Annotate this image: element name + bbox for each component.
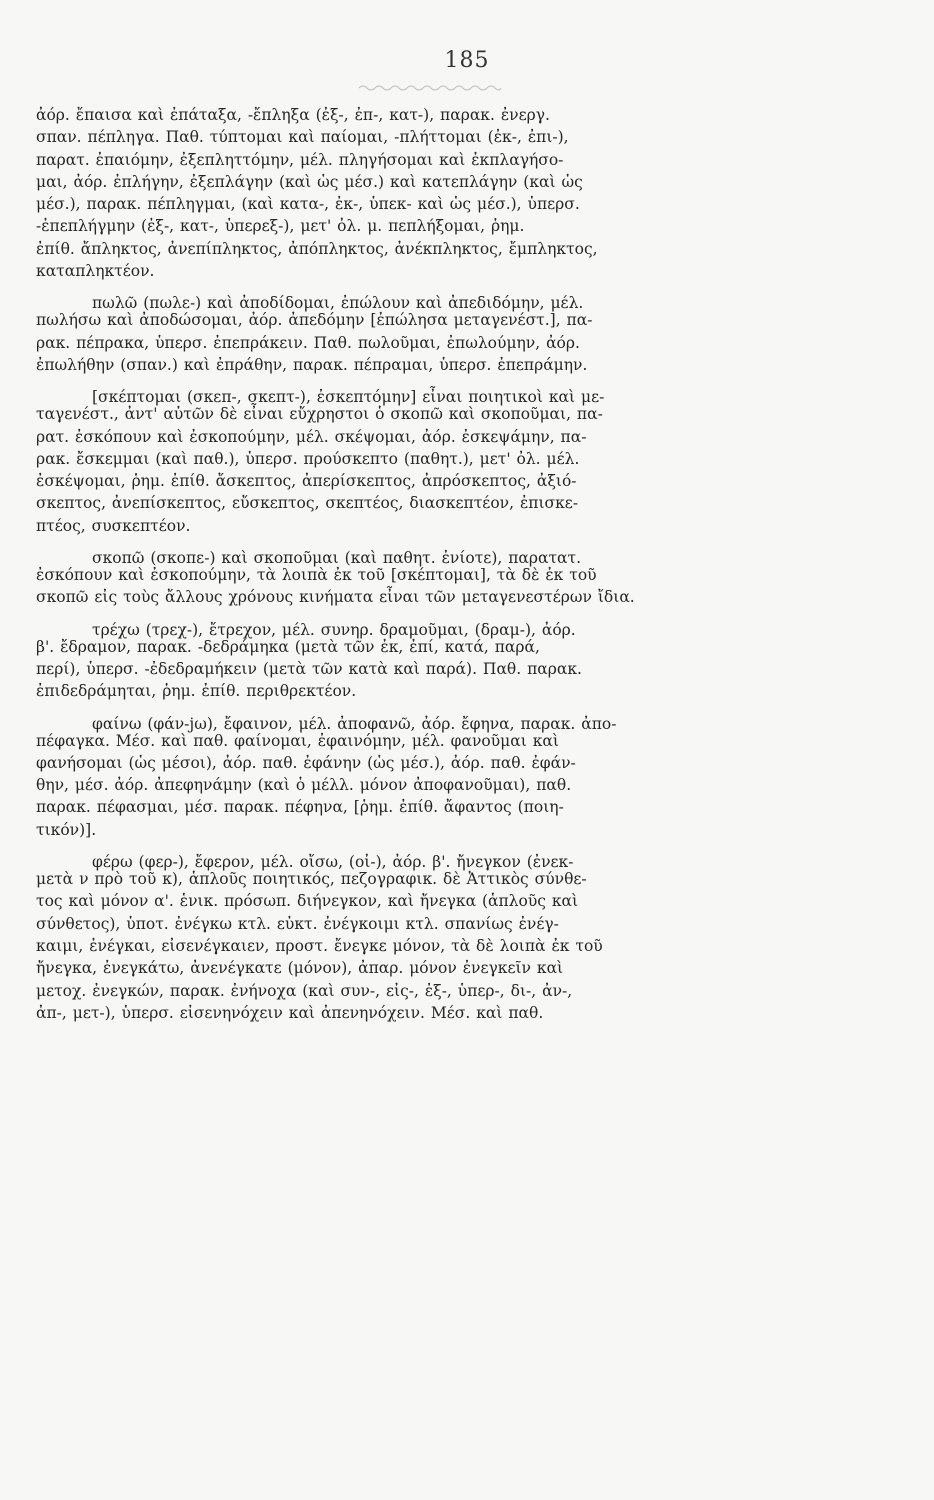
page-body	[36, 104, 796, 1024]
text-line: πωλῶ (πωλε-) καὶ ἀποδίδομαι, ἐπώλουν καὶ ἀπεδιδόμην, μέλ.	[92, 294, 584, 313]
paragraph	[36, 703, 796, 841]
text-line: παρατ. ἐπαιόμην, ἐξεπληττόμην, μέλ. πληγήσομαι καὶ ἐκπλαγήσο-	[36, 150, 564, 169]
text-line: ἀόρ. ἔπαισα καὶ ἐπάταξα, -ἔπληξα (ἐξ-, ἐπ-, κατ-), παρακ. ἐνεργ.	[36, 106, 550, 124]
text-line: πωλήσω καὶ ἀποδώσομαι, ἀόρ. ἀπεδόμην [ἐπώλησα μεταγενέστ.], πα-	[36, 311, 593, 330]
text-line: μαι, ἀόρ. ἐπλήγην, ἐξεπλάγην (καὶ ὡς μέσ.) καὶ κατεπλάγην (καὶ ὡς	[36, 172, 583, 191]
paragraph	[36, 537, 796, 609]
text-line: θην, μέσ. ἀόρ. ἀπεφηνάμην (καὶ ὁ μέλλ. μόνον ἀποφανοῦμαι), παθ.	[36, 776, 572, 795]
page-number: 185	[444, 48, 490, 73]
text-line: σκεπτος, ἀνεπίσκεπτος, εὔσκεπτος, σκεπτέος, διασκεπτέον, ἐπισκε-	[36, 494, 579, 513]
text-line: σκοπῶ εἰς τοὺς ἄλλους χρόνους κινήματα εἶναι τῶν μεταγενεστέρων ἴδια.	[36, 588, 635, 607]
text-line: παρακ. πέφασμαι, μέσ. παρακ. πέφηνα, [ῥημ. ἐπίθ. ἄφαντος (ποιη-	[36, 798, 564, 817]
text-line: ρατ. ἐσκόπουν καὶ ἐσκοπούμην, μέλ. σκέψομαι, ἀόρ. ἐσκεψάμην, πα-	[36, 427, 587, 446]
text-line: τρέχω (τρεχ-), ἔτρεχον, μέλ. συνηρ. δραμοῦμαι, (δραμ-), ἀόρ.	[92, 620, 576, 639]
text-line: περί), ὑπερσ. -ἐδεδραμήκειν (μετὰ τῶν κατὰ καὶ παρά). Παθ. παρακ.	[36, 659, 582, 678]
decorative-rule	[355, 82, 505, 92]
text-line: φέρω (φερ-), ἔφερον, μέλ. οἴσω, (οἰ-), ἀόρ. β'. ἤνεγκον (ἐνεκ-	[92, 853, 574, 872]
paragraph	[36, 841, 796, 1024]
text-line: πτέος, συσκεπτέον.	[36, 516, 191, 535]
text-line: ἐπωλήθην (σπαν.) καὶ ἐπράθην, παρακ. πέπραμαι, ὑπερσ. ἐπεπράμην.	[36, 355, 588, 374]
paragraph	[36, 282, 796, 376]
text-line: ἐπιδεδράμηται, ῥημ. ἐπίθ. περιθρεκτέον.	[36, 682, 357, 701]
text-line: μετοχ. ἐνεγκών, παρακ. ἐνήνοχα (καὶ συν-, εἰς-, ἐξ-, ὑπερ-, δι-, ἀν-,	[36, 981, 573, 1000]
text-line: ρακ. ἔσκεμμαι (καὶ παθ.), ὑπερσ. προύσκεπτο (παθητ.), μετ' ὀλ. μέλ.	[36, 449, 580, 468]
text-line: [σκέπτομαι (σκεπ-, σκεπτ-), ἐσκεπτόμην] εἶναι ποιητικοὶ καὶ με-	[92, 388, 605, 407]
text-line: ρακ. πέπρακα, ὑπερσ. ἐπεπράκειν. Παθ. πωλοῦμαι, ἐπωλούμην, ἀόρ.	[36, 333, 580, 352]
text-line: φαίνω (φάν-jω), ἔφαινον, μέλ. ἀποφανῶ, ἀόρ. ἔφηνα, παρακ. ἀπο-	[92, 714, 617, 733]
text-line: ἐσκέψομαι, ῥημ. ἐπίθ. ἄσκεπτος, ἀπερίσκεπτος, ἀπρόσκεπτος, ἀξιό-	[36, 472, 577, 491]
text-line: καταπληκτέον.	[36, 262, 155, 281]
text-line: σπαν. πέπληγα. Παθ. τύπτομαι καὶ παίομαι, -πλήττομαι (ἐκ-, ἐπι-),	[36, 128, 569, 147]
text-line: ἤνεγκα, ἐνεγκάτω, ἀνενέγκατε (μόνον), ἀπαρ. μόνον ἐνεγκεῖν καὶ	[36, 959, 564, 978]
text-line: τικόν)].	[36, 820, 97, 839]
text-line: ταγενέστ., ἀντ' αὐτῶν δὲ εἶναι εὔχρηστοι ὁ σκοπῶ καὶ σκοποῦμαι, πα-	[36, 405, 603, 424]
text-line: σύνθετος), ὑποτ. ἐνέγκω κτλ. εὐκτ. ἐνέγκοιμι κτλ. σπανίως ἐνέγ-	[36, 914, 559, 933]
text-line: πέφαγκα. Μέσ. καὶ παθ. φαίνομαι, ἐφαινόμην, μέλ. φανοῦμαι καὶ	[36, 731, 559, 750]
text-line: ἐσκόπουν καὶ ἐσκοπούμην, τὰ λοιπὰ ἐκ τοῦ [σκέπτομαι], τὰ δὲ ἐκ τοῦ	[36, 566, 597, 585]
paragraph	[36, 376, 796, 537]
text-line: -ἐπεπλήγμην (ἐξ-, κατ-, ὑπερεξ-), μετ' ὀλ. μ. πεπλήξομαι, ῥημ.	[36, 217, 525, 236]
text-line: μέσ.), παρακ. πέπληγμαι, (καὶ κατα-, ἐκ-, ὑπεκ- καὶ ὡς μέσ.), ὑπερσ.	[36, 195, 580, 214]
text-line: ἀπ-, μετ-), ὑπερσ. εἰσενηνόχειν καὶ ἀπενηνόχειν. Μέσ. καὶ παθ.	[36, 1003, 544, 1022]
paragraph	[36, 609, 796, 703]
text-line: καιμι, ἐνέγκαι, εἰσενέγκαιεν, προστ. ἔνεγκε μόνον, τὰ δὲ λοιπὰ ἐκ τοῦ	[36, 936, 603, 955]
paragraph	[36, 104, 796, 282]
text-line: φανήσομαι (ὡς μέσοι), ἀόρ. παθ. ἐφάνην (ὡς μέσ.), ἀόρ. παθ. ἐφάν-	[36, 753, 576, 772]
text-line: β'. ἔδραμον, παρακ. -δεδράμηκα (μετὰ τῶν ἐκ, ἐπί, κατά, παρά,	[36, 637, 540, 656]
text-line: μετὰ ν πρὸ τοῦ κ), ἁπλοῦς ποιητικός, πεζογραφικ. δὲ Ἀττικὸς σύνθε-	[36, 870, 587, 889]
text-line: σκοπῶ (σκοπε-) καὶ σκοποῦμαι (καὶ παθητ. ἐνίοτε), παρατατ.	[92, 549, 582, 568]
text-line: τος καὶ μόνον α'. ἑνικ. πρόσωπ. διήνεγκον, καὶ ἤνεγκα (ἁπλοῦς καὶ	[36, 892, 579, 911]
text-line: ἐπίθ. ἄπληκτος, ἀνεπίπληκτος, ἀπόπληκτος, ἀνέκπληκτος, ἔμπληκτος,	[36, 239, 598, 258]
